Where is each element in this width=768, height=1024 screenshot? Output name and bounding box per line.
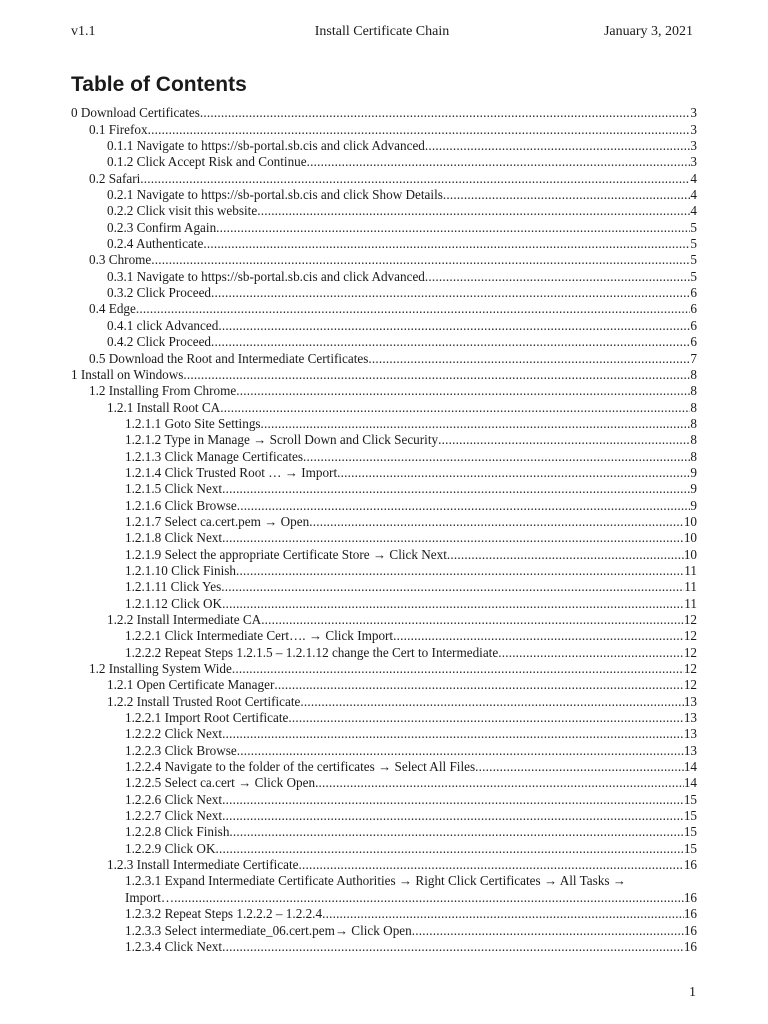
toc-entry[interactable] xyxy=(71,203,697,219)
toc-entry-page: 9 xyxy=(690,497,697,513)
toc-entry[interactable] xyxy=(71,628,697,644)
toc-entry[interactable] xyxy=(71,726,697,742)
toc-entry-label: 1.2.1 Install Root CA xyxy=(107,399,221,415)
toc-entry-page: 15 xyxy=(683,791,697,807)
toc-entry-label: 1.2.1.9 Select the appropriate Certificate Store → Click Next xyxy=(125,546,447,562)
toc-entry-label: 0.1.1 Navigate to https://sb-portal.sb.cis and click Advanced xyxy=(107,138,425,154)
toc-entry-label: 0.2 Safari xyxy=(89,170,141,186)
dot-leader xyxy=(261,416,691,432)
toc-entry[interactable] xyxy=(71,465,697,481)
toc-entry-label: 1.2.2 Install Trusted Root Certificate xyxy=(107,693,301,709)
dot-leader xyxy=(211,285,690,301)
toc-entry[interactable] xyxy=(71,383,697,399)
toc-entry-page: 14 xyxy=(683,759,697,775)
dot-leader xyxy=(211,334,690,350)
toc-entry-label: 0.1.2 Click Accept Risk and Continue xyxy=(107,154,307,170)
dot-leader xyxy=(232,661,684,677)
toc-entry-page: 16 xyxy=(683,922,697,938)
dot-leader xyxy=(257,203,690,219)
toc-entry-page: 13 xyxy=(683,710,697,726)
dot-leader xyxy=(222,939,684,955)
toc-entry[interactable] xyxy=(71,481,697,497)
dot-leader xyxy=(498,645,684,661)
toc-entry-label: 1.2.2.2 Click Next xyxy=(125,726,223,742)
dot-leader xyxy=(274,677,683,693)
dot-leader xyxy=(261,612,684,628)
toc-entry[interactable] xyxy=(71,595,697,611)
dot-leader xyxy=(475,759,684,775)
toc-entry[interactable] xyxy=(71,922,697,938)
dot-leader xyxy=(237,743,684,759)
dot-leader xyxy=(438,432,690,448)
dot-leader xyxy=(447,547,684,563)
toc-entry[interactable] xyxy=(71,236,697,252)
toc-entry-label: 1 Install on Windows xyxy=(71,366,184,382)
toc-entry-page: 8 xyxy=(690,383,697,399)
toc-entry-label: 0.2.3 Confirm Again xyxy=(107,219,217,235)
dot-leader xyxy=(221,579,684,595)
toc-entry-page: 12 xyxy=(683,661,697,677)
toc-entry[interactable] xyxy=(71,661,697,677)
toc-entry-label: 1.2 Installing From Chrome xyxy=(89,383,237,399)
toc-entry-label: 1.2.2 Install Intermediate CA xyxy=(107,612,262,627)
toc-entry-label: 0.5 Download the Root and Intermediate Certificates xyxy=(89,350,369,366)
toc-entry-label: 1.2.3.2 Repeat Steps 1.2.2.2 – 1.2.2.4 xyxy=(125,906,323,922)
toc-entry-label: 0.3.1 Navigate to https://sb-portal.sb.cis and click Advanced xyxy=(107,268,425,284)
toc-entry[interactable] xyxy=(71,546,697,562)
toc-entry[interactable] xyxy=(71,154,697,170)
dot-leader xyxy=(309,514,684,530)
toc-entry-page: 12 xyxy=(683,612,697,627)
toc-entry[interactable] xyxy=(71,219,697,235)
toc-entry-page: 12 xyxy=(683,628,697,644)
toc-entry-page: 5 xyxy=(690,268,697,284)
toc-entry[interactable] xyxy=(71,939,697,955)
toc-entry[interactable] xyxy=(71,873,697,906)
toc-entry-page: 7 xyxy=(690,350,697,366)
toc-entry[interactable] xyxy=(71,693,697,709)
dot-leader xyxy=(222,596,684,612)
toc-entry[interactable] xyxy=(71,497,697,513)
toc-entry-page: 4 xyxy=(690,187,697,203)
toc-entry[interactable] xyxy=(71,301,697,317)
toc-entry-label: 1.2.3.4 Click Next xyxy=(125,938,223,954)
toc-entry[interactable] xyxy=(71,563,697,579)
toc-entry-label: 0.2.1 Navigate to https://sb-portal.sb.cis and click Show Details xyxy=(107,187,443,203)
toc-entry-page: 13 xyxy=(683,726,697,742)
toc-entry[interactable] xyxy=(71,416,697,432)
dot-leader xyxy=(136,301,691,317)
toc-entry-page: 6 xyxy=(690,317,697,333)
dot-leader xyxy=(412,923,684,939)
dot-leader xyxy=(229,824,683,840)
toc-entry-page: 11 xyxy=(684,579,697,595)
toc-entry-label: 1.2.2.7 Click Next xyxy=(125,808,223,824)
toc-entry[interactable] xyxy=(71,317,697,333)
toc-entry-page: 3 xyxy=(690,154,697,170)
toc-entry-page: 16 xyxy=(683,857,697,873)
dot-leader xyxy=(236,383,690,399)
dot-leader xyxy=(140,171,690,187)
toc-entry-page: 4 xyxy=(690,170,697,186)
toc-entry-label: 1.2.1.2 Type in Manage → Scroll Down and Click Security xyxy=(125,432,439,448)
toc-entry-page: 6 xyxy=(690,301,697,317)
toc-entry-page: 13 xyxy=(683,693,697,709)
dot-leader xyxy=(222,530,684,546)
header-title: Install Certificate Chain xyxy=(314,24,450,39)
toc-entry-page: 16 xyxy=(683,938,697,954)
toc-entry-page: 9 xyxy=(690,464,697,480)
dot-leader xyxy=(237,498,691,514)
dot-leader xyxy=(322,906,684,922)
dot-leader xyxy=(203,236,690,252)
dot-leader xyxy=(151,252,690,268)
toc-entry[interactable] xyxy=(71,285,697,301)
dot-leader xyxy=(183,367,690,383)
toc-entry-page: 8 xyxy=(690,415,697,431)
toc-entry-page: 16 xyxy=(683,889,697,905)
toc-entry[interactable] xyxy=(71,268,697,284)
toc-entry-page: 3 xyxy=(690,105,697,121)
toc-entry-label: 1.2.2.1 Click Intermediate Cert…. → Click Import xyxy=(125,628,394,644)
toc-entry[interactable] xyxy=(71,710,697,726)
dot-leader xyxy=(288,710,683,726)
dot-leader xyxy=(222,808,684,824)
toc-entry-label: 0.3 Chrome xyxy=(89,252,152,268)
toc-entry-label: 0.3.2 Click Proceed xyxy=(107,285,212,301)
toc-entry[interactable] xyxy=(71,334,697,350)
toc-entry-label: 1.2.2.8 Click Finish xyxy=(125,824,230,840)
toc-entry[interactable] xyxy=(71,677,697,693)
toc-entry[interactable] xyxy=(71,448,697,464)
toc-entry-label: 1.2.2.4 Navigate to the folder of the certificates → Select All Files xyxy=(125,759,476,775)
toc-entry[interactable] xyxy=(71,857,697,873)
toc-entry-page: 5 xyxy=(690,252,697,268)
header-version: v1.1 xyxy=(71,24,96,39)
dot-leader xyxy=(236,563,684,579)
toc-entry[interactable] xyxy=(71,775,697,791)
dot-leader xyxy=(307,154,691,170)
header-date: January 3, 2021 xyxy=(603,24,693,39)
dot-leader xyxy=(200,105,690,121)
toc-entry-label: 1.2.1.10 Click Finish xyxy=(125,562,237,578)
toc-entry[interactable] xyxy=(71,759,697,775)
toc-entry-page: 5 xyxy=(690,236,697,252)
toc-entry[interactable] xyxy=(71,187,697,203)
toc-entry[interactable] xyxy=(71,530,697,546)
toc-entry-label: 0.1 Firefox xyxy=(89,121,148,137)
dot-leader xyxy=(368,351,690,367)
dot-leader xyxy=(315,775,684,791)
toc-entry-label-continued: Import… xyxy=(125,889,175,905)
toc-entry-page: 10 xyxy=(683,513,697,529)
toc-entry[interactable] xyxy=(71,170,697,186)
dot-leader xyxy=(222,726,684,742)
dot-leader xyxy=(220,400,690,416)
toc-entry-page: 6 xyxy=(690,285,697,301)
toc-entry-page: 15 xyxy=(683,808,697,824)
toc-entry-label: 1.2.1.5 Click Next xyxy=(125,481,223,497)
toc-entry-label: 0.4 Edge xyxy=(89,301,136,317)
toc-entry-page: 8 xyxy=(690,432,697,448)
dot-leader xyxy=(393,628,684,644)
dot-leader xyxy=(174,890,684,906)
toc-entry[interactable] xyxy=(71,252,697,268)
toc-entry[interactable] xyxy=(71,644,697,660)
dot-leader xyxy=(148,122,691,138)
toc-entry[interactable] xyxy=(71,612,697,628)
toc-entry-label: 1.2.2.3 Click Browse xyxy=(125,742,237,758)
toc-entry[interactable] xyxy=(71,432,697,448)
toc-entry-page: 8 xyxy=(690,366,697,382)
toc-entry-label: 0.4.2 Click Proceed xyxy=(107,334,212,350)
toc-entry-page: 15 xyxy=(683,840,697,856)
toc-entry[interactable] xyxy=(71,138,697,154)
toc-entry-page: 9 xyxy=(690,481,697,497)
toc-entry[interactable] xyxy=(71,791,697,807)
dot-leader xyxy=(218,318,690,334)
toc-entry-page: 6 xyxy=(690,334,697,350)
toc-entry-label: 1.2.1.3 Click Manage Certificates xyxy=(125,448,303,464)
toc-entry-label: 0 Download Certificates xyxy=(71,105,200,121)
toc-entry-page: 11 xyxy=(684,595,697,611)
toc-entry-page: 8 xyxy=(690,399,697,415)
dot-leader xyxy=(222,792,684,808)
toc-entry-page: 13 xyxy=(683,742,697,758)
toc-entry-label: 0.2.4 Authenticate xyxy=(107,236,204,252)
toc-entry-label: 0.2.2 Click visit this website xyxy=(107,203,258,219)
toc-entry-page: 3 xyxy=(690,138,697,154)
toc-entry-page: 11 xyxy=(684,562,697,578)
toc-title: Table of Contents xyxy=(71,73,247,96)
toc-entry[interactable] xyxy=(71,514,697,530)
toc-entry-page: 10 xyxy=(683,530,697,546)
toc-entry-label: 1.2.1.12 Click OK xyxy=(125,595,223,611)
dot-leader xyxy=(443,187,691,203)
toc-entry-page: 10 xyxy=(683,546,697,562)
toc-entry-label: 1.2.2.5 Select ca.cert → Click Open xyxy=(125,775,316,791)
toc-entry[interactable] xyxy=(71,121,697,137)
toc-entry-label: 1.2.1.11 Click Yes xyxy=(125,579,222,595)
toc-entry[interactable] xyxy=(71,840,697,856)
page-header xyxy=(71,22,693,42)
table-of-contents xyxy=(71,105,697,955)
toc-entry-label: 1.2.3 Install Intermediate Certificate xyxy=(107,857,299,873)
toc-entry-label: 1.2.2.6 Click Next xyxy=(125,791,223,807)
toc-entry[interactable] xyxy=(71,742,697,758)
toc-entry-page: 12 xyxy=(683,677,697,693)
toc-entry[interactable] xyxy=(71,367,697,383)
toc-entry-page: 4 xyxy=(690,203,697,219)
toc-entry-page: 16 xyxy=(683,906,697,922)
page-number: 1 xyxy=(689,985,696,1000)
toc-entry-page: 15 xyxy=(683,824,697,840)
toc-entry-page: 3 xyxy=(690,121,697,137)
toc-entry-label: 1.2.2.1 Import Root Certificate xyxy=(125,710,289,726)
dot-leader xyxy=(299,857,684,873)
toc-entry-label: 1.2.3.1 Expand Intermediate Certificate Authorities → Right Click Certificates → All Tasks → xyxy=(125,873,626,889)
dot-leader xyxy=(300,694,683,710)
toc-entry-label: 1.2.1.1 Goto Site Settings xyxy=(125,415,261,431)
toc-entry-label: 1.2 Installing System Wide xyxy=(89,661,232,677)
dot-leader xyxy=(303,449,690,465)
toc-entry[interactable] xyxy=(71,105,697,121)
toc-entry-label: 1.2.1.8 Click Next xyxy=(125,530,223,546)
toc-entry-label: 1.2.2.9 Click OK xyxy=(125,840,216,856)
toc-entry[interactable] xyxy=(71,399,697,415)
toc-entry[interactable] xyxy=(71,579,697,595)
dot-leader xyxy=(215,841,683,857)
dot-leader xyxy=(222,481,690,497)
dot-leader xyxy=(216,220,690,236)
toc-entry-page: 12 xyxy=(683,644,697,660)
toc-entry[interactable] xyxy=(71,906,697,922)
toc-entry-label: 1.2.2.2 Repeat Steps 1.2.1.5 – 1.2.1.12 change the Cert to Intermediate xyxy=(125,644,499,660)
toc-entry-page: 8 xyxy=(690,448,697,464)
dot-leader xyxy=(425,269,691,285)
dot-leader xyxy=(337,465,690,481)
toc-entry-page: 5 xyxy=(690,219,697,235)
toc-entry[interactable] xyxy=(71,824,697,840)
toc-entry-label: 1.2.1.6 Click Browse xyxy=(125,497,237,513)
toc-entry-page: 14 xyxy=(683,775,697,791)
toc-entry-label: 1.2.1.4 Click Trusted Root … → Import xyxy=(125,464,338,480)
toc-entry[interactable] xyxy=(71,808,697,824)
toc-entry-label: 1.2.1 Open Certificate Manager xyxy=(107,677,275,693)
toc-entry[interactable] xyxy=(71,350,697,366)
toc-entry-label: 1.2.1.7 Select ca.cert.pem → Open xyxy=(125,513,310,529)
toc-entry-label: 1.2.3.3 Select intermediate_06.cert.pem→ Click Open xyxy=(125,922,412,938)
toc-entry-label: 0.4.1 click Advanced xyxy=(107,317,219,333)
dot-leader xyxy=(425,138,691,154)
